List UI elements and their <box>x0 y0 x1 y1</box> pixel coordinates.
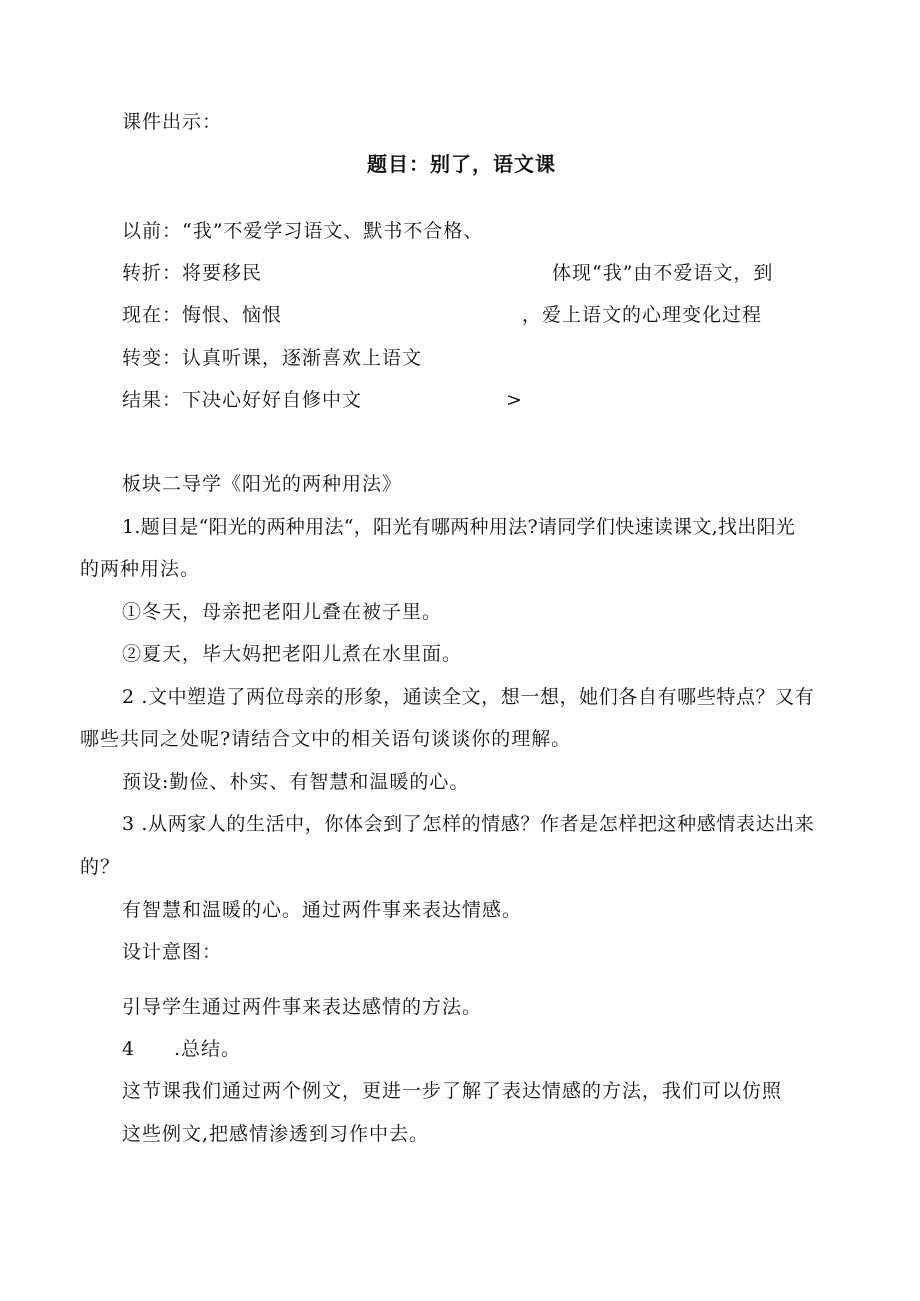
question-2-line-1: 2 .文中塑造了两位母亲的形象，通读全文，想一想，她们各自有哪些特点？又有 <box>122 686 815 708</box>
summary-before: 以前：“我”不爱学习语文、默书不合格、 <box>122 220 484 242</box>
courseware-label: 课件出示： <box>122 111 223 133</box>
question-3-line-1: 3 .从两家人的生活中，你体会到了怎样的情感？作者是怎样把这种感情表达出来 <box>122 813 815 835</box>
design-intent-text: 引导学生通过两件事来表达感情的方法。 <box>122 996 483 1018</box>
design-intent-label: 设计意图： <box>122 941 223 963</box>
page-title: 题目：别了，语文课 <box>367 152 556 176</box>
summary-note-2: ，爱上语文的心理变化过程 <box>522 304 763 326</box>
question-4-label: .总结。 <box>174 1038 242 1060</box>
preset-answer: 预设:勤俭、朴实、有智慧和温暖的心。 <box>122 771 470 793</box>
conclusion-line-2: 这些例文,把感情渗透到习作中去。 <box>122 1123 430 1145</box>
question-1-line-2: 的两种用法。 <box>80 558 201 580</box>
question-2-line-2: 哪些共同之处呢?请结合文中的相关语句谈谈你的理解。 <box>80 728 572 750</box>
summary-result: 结果：下决心好好自修中文 <box>122 389 363 411</box>
section-heading: 板块二导学《阳光的两种用法》 <box>122 473 403 495</box>
answer-3: 有智慧和温暖的心。通过两件事来表达情感。 <box>122 899 523 921</box>
summary-note-1: 体现“我”由不爱语文，到 <box>552 262 774 284</box>
summary-now: 现在：悔恨、恼恨 <box>122 304 283 326</box>
question-1-line-1: 1.题目是“阳光的两种用法“，阳光有哪两种用法?请同学们快速读课文,找出阳光 <box>122 516 796 538</box>
conclusion-line-1: 这节课我们通过两个例文，更进一步了解了表达情感的方法，我们可以仿照 <box>122 1080 783 1102</box>
summary-change: 转变：认真听课，逐渐喜欢上语文 <box>122 347 423 369</box>
summary-turn: 转折：将要移民 <box>122 262 263 284</box>
summary-arrow: > <box>506 389 523 411</box>
question-3-line-2: 的？ <box>80 856 121 878</box>
answer-1-item-1: ①冬天，母亲把老阳儿叠在被子里。 <box>122 601 443 623</box>
answer-1-item-2: ②夏天，毕大妈把老阳儿煮在水里面。 <box>122 643 463 665</box>
question-4-number: 4 <box>122 1038 136 1060</box>
